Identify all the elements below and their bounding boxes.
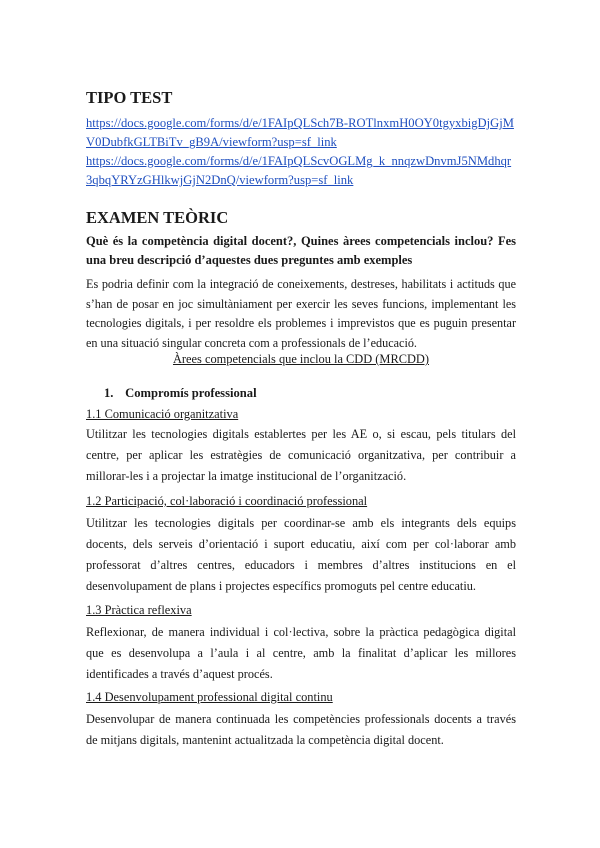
test-link-1[interactable]: https://docs.google.com/forms/d/e/1FAIpQLSch7B-ROTlnxmH0OY0tgyxbigDjGjMV0DubfkGLTBiTv_gB9A/viewform?usp=sf_link: [86, 116, 514, 149]
subsection-1-4-text: Desenvolupar de manera continuada les competències professionals docents a través de mitjans digitals, mantenint actualitzada la competència digital docent.: [86, 712, 516, 747]
subsection-1-4-heading: 1.4 Desenvolupament professional digital continu: [86, 690, 333, 704]
subsection-1-2-text: Utilitzar les tecnologies digitals per coordinar-se amb els integrants dels equips docents, dels serveis d’orientació i suport educatiu, així com per col·laborar amb professorat d’altres centres, educadors i membres d’altres institucions en el desenvolupament de plans i projectes específics promoguts pel centre educatiu.: [86, 516, 516, 593]
subsection-1-1-text: Utilitzar les tecnologies digitals establertes per les AE o, si escau, pels titulars del centre, per aplicar les estratègies de comunicació organitzativa, per contribuir a millorar-les i a projectar la imatge institucional de l’organització.: [86, 427, 516, 483]
intro-paragraph: Es podria definir com la integració de coneixements, destreses, habilitats i actituds que s’han de posar en joc simultàniament per exercir les seves funcions, implementant les tecnologies digitals, i per resoldre els problemes i imprevistos que es puguin presentar en una situació singular concreta com a professionals de l’educació.: [86, 277, 516, 350]
examen-teoric-heading: EXAMEN TEÒRIC: [86, 208, 229, 227]
subsection-1-1-heading: 1.1 Comunicació organitzativa: [86, 407, 239, 421]
subsection-1-3-heading: 1.3 Pràctica reflexiva: [86, 603, 192, 617]
section-1-heading: [104, 386, 257, 401]
subsection-1-2-heading: 1.2 Participació, col·laboració i coordinació professional: [86, 494, 368, 508]
section-1-title: Compromís professional: [125, 386, 257, 400]
test-link-2[interactable]: https://docs.google.com/forms/d/e/1FAIpQLScvOGLMg_k_nnqzwDnvmJ5NMdhqr3qbqYRYzGHlkwjGjN2DnQ/viewform?usp=sf_link: [86, 154, 512, 187]
section-1-number: 1.: [104, 386, 114, 400]
subsection-1-3-text: Reflexionar, de manera individual i col·lectiva, sobre la pràctica pedagògica digital que es desenvolupa a l’aula i al centre, amb la finalitat d’aplicar les millores identificades a través d’aquest procés.: [86, 625, 516, 681]
exam-question: Què és la competència digital docent?, Quines àrees competencials inclou? Fes una breu descripció d’aquestes dues preguntes amb exemples: [86, 234, 516, 267]
areas-title: Àrees competencials que inclou la CDD (MRCDD): [172, 352, 429, 366]
tipo-test-heading: TIPO TEST: [86, 88, 173, 107]
